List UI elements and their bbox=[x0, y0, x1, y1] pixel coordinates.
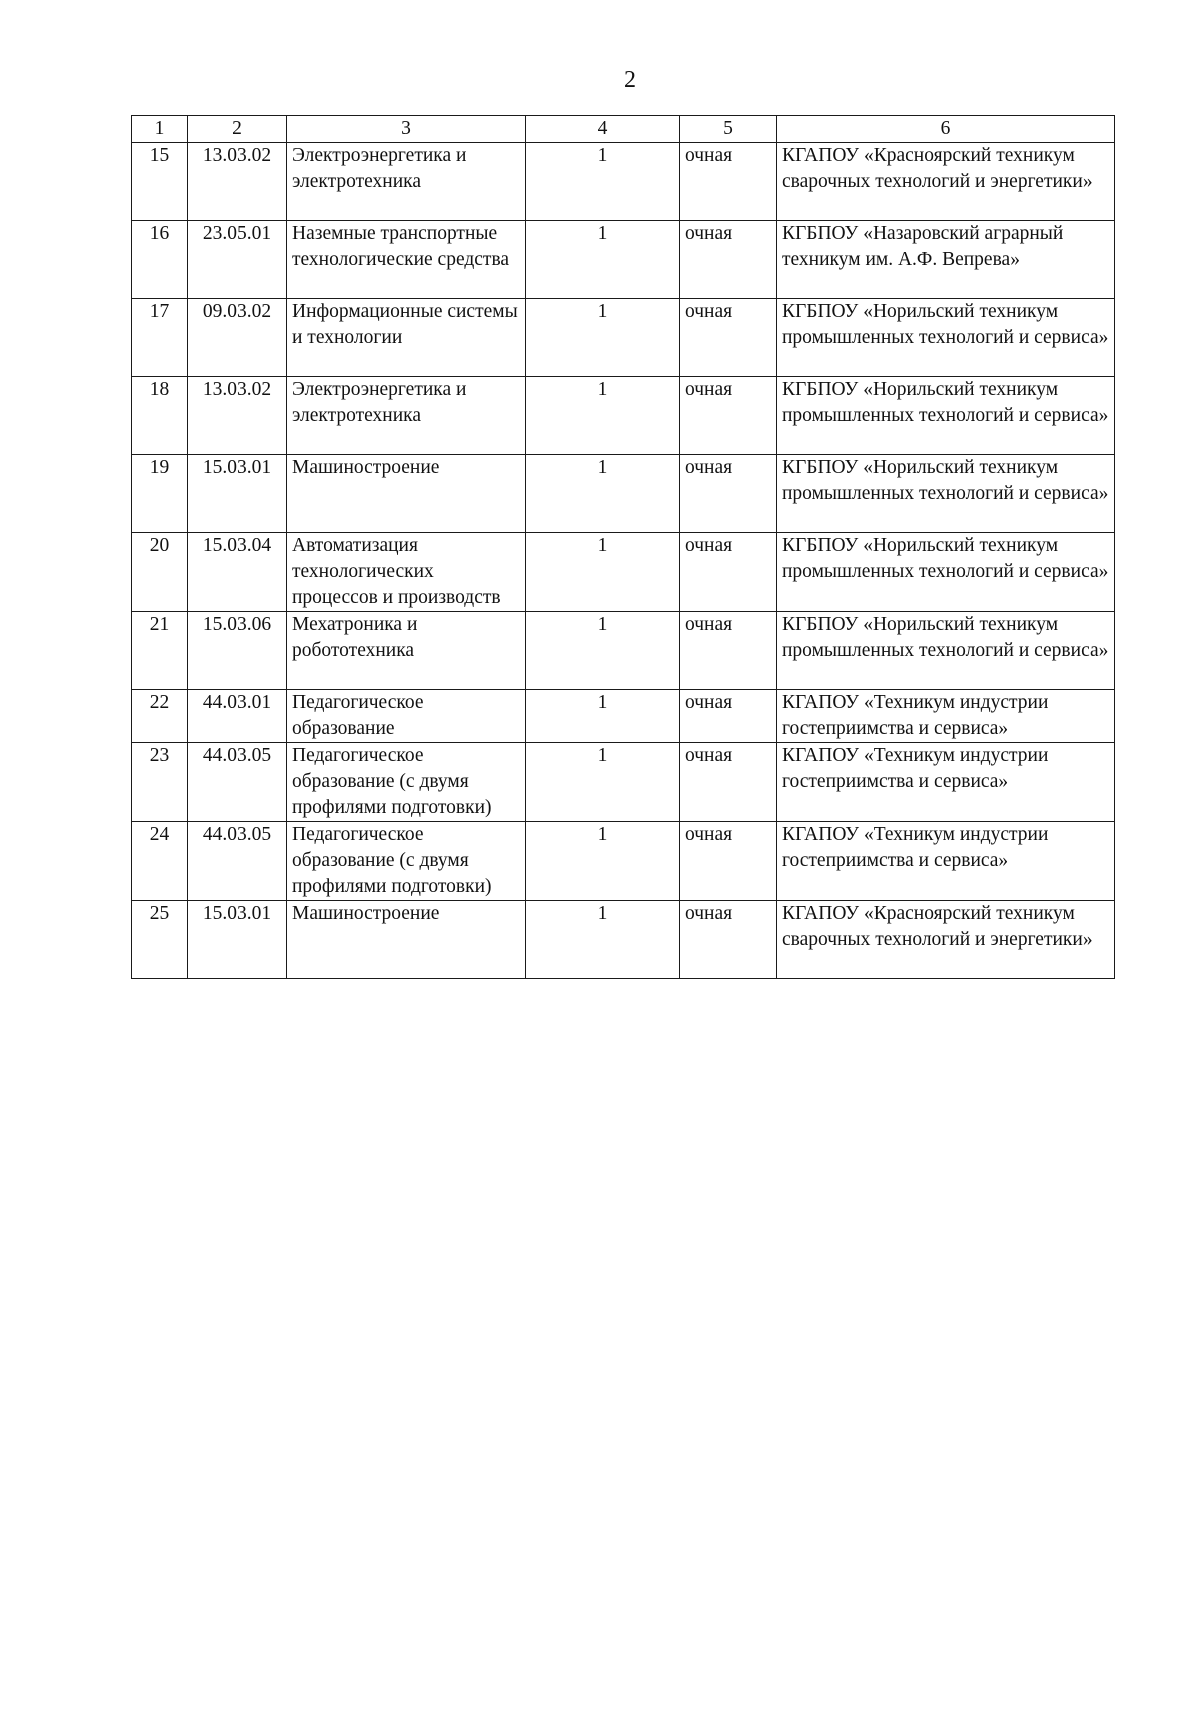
table-row bbox=[132, 299, 1115, 377]
organization: КГБПОУ «Назаровский аграрный техникум им. А.Ф. Вепрева» bbox=[777, 221, 1115, 299]
allocation-table bbox=[131, 115, 1115, 979]
table-row bbox=[132, 822, 1115, 901]
specialty-name: Педагогическое образование bbox=[287, 690, 526, 743]
specialty-code: 15.03.04 bbox=[188, 533, 287, 612]
header-col-4: 4 bbox=[526, 116, 680, 143]
study-form: очная bbox=[680, 299, 777, 377]
specialty-code: 44.03.01 bbox=[188, 690, 287, 743]
places-count: 1 bbox=[526, 455, 680, 533]
row-number: 17 bbox=[132, 299, 188, 377]
table-row bbox=[132, 901, 1115, 979]
study-form: очная bbox=[680, 743, 777, 822]
specialty-code: 15.03.01 bbox=[188, 455, 287, 533]
specialty-name: Автоматизация технологических процессов и производств bbox=[287, 533, 526, 612]
specialty-name: Мехатроника и робототехника bbox=[287, 612, 526, 690]
study-form: очная bbox=[680, 143, 777, 221]
study-form: очная bbox=[680, 533, 777, 612]
organization: КГБПОУ «Норильский техникум промышленных технологий и сервиса» bbox=[777, 455, 1115, 533]
table-row bbox=[132, 612, 1115, 690]
row-number: 19 bbox=[132, 455, 188, 533]
specialty-name: Электроэнергетика и электротехника bbox=[287, 143, 526, 221]
places-count: 1 bbox=[526, 612, 680, 690]
specialty-name: Педагогическое образование (с двумя профилями подготовки) bbox=[287, 743, 526, 822]
specialty-code: 15.03.06 bbox=[188, 612, 287, 690]
table-row bbox=[132, 743, 1115, 822]
row-number: 20 bbox=[132, 533, 188, 612]
organization: КГАПОУ «Техникум индустрии гостеприимства и сервиса» bbox=[777, 822, 1115, 901]
study-form: очная bbox=[680, 221, 777, 299]
specialty-name: Педагогическое образование (с двумя профилями подготовки) bbox=[287, 822, 526, 901]
study-form: очная bbox=[680, 455, 777, 533]
row-number: 25 bbox=[132, 901, 188, 979]
specialty-name: Наземные транспортные технологические средства bbox=[287, 221, 526, 299]
table-row bbox=[132, 690, 1115, 743]
header-col-2: 2 bbox=[188, 116, 287, 143]
header-col-3: 3 bbox=[287, 116, 526, 143]
places-count: 1 bbox=[526, 533, 680, 612]
row-number: 21 bbox=[132, 612, 188, 690]
specialty-name: Электроэнергетика и электротехника bbox=[287, 377, 526, 455]
specialty-code: 09.03.02 bbox=[188, 299, 287, 377]
organization: КГБПОУ «Норильский техникум промышленных технологий и сервиса» bbox=[777, 299, 1115, 377]
table-row bbox=[132, 533, 1115, 612]
header-col-1: 1 bbox=[132, 116, 188, 143]
header-col-6: 6 bbox=[777, 116, 1115, 143]
specialty-name: Машиностроение bbox=[287, 901, 526, 979]
row-number: 22 bbox=[132, 690, 188, 743]
study-form: очная bbox=[680, 822, 777, 901]
organization: КГАПОУ «Красноярский техникум сварочных технологий и энергетики» bbox=[777, 143, 1115, 221]
row-number: 16 bbox=[132, 221, 188, 299]
places-count: 1 bbox=[526, 377, 680, 455]
specialty-name: Машиностроение bbox=[287, 455, 526, 533]
table-row bbox=[132, 377, 1115, 455]
specialty-code: 23.05.01 bbox=[188, 221, 287, 299]
table-row bbox=[132, 455, 1115, 533]
specialty-code: 13.03.02 bbox=[188, 143, 287, 221]
organization: КГБПОУ «Норильский техникум промышленных технологий и сервиса» bbox=[777, 612, 1115, 690]
header-row bbox=[132, 116, 1115, 143]
specialty-code: 44.03.05 bbox=[188, 822, 287, 901]
study-form: очная bbox=[680, 901, 777, 979]
table-row bbox=[132, 221, 1115, 299]
places-count: 1 bbox=[526, 822, 680, 901]
organization: КГАПОУ «Техникум индустрии гостеприимства и сервиса» bbox=[777, 743, 1115, 822]
table-body bbox=[132, 143, 1115, 979]
study-form: очная bbox=[680, 377, 777, 455]
organization: КГБПОУ «Норильский техникум промышленных технологий и сервиса» bbox=[777, 533, 1115, 612]
organization: КГАПОУ «Техникум индустрии гостеприимства и сервиса» bbox=[777, 690, 1115, 743]
study-form: очная bbox=[680, 612, 777, 690]
organization: КГАПОУ «Красноярский техникум сварочных технологий и энергетики» bbox=[777, 901, 1115, 979]
specialty-name: Информационные системы и технологии bbox=[287, 299, 526, 377]
places-count: 1 bbox=[526, 221, 680, 299]
header-col-5: 5 bbox=[680, 116, 777, 143]
table-header bbox=[132, 116, 1115, 143]
study-form: очная bbox=[680, 690, 777, 743]
places-count: 1 bbox=[526, 901, 680, 979]
specialty-code: 13.03.02 bbox=[188, 377, 287, 455]
row-number: 24 bbox=[132, 822, 188, 901]
row-number: 18 bbox=[132, 377, 188, 455]
places-count: 1 bbox=[526, 299, 680, 377]
places-count: 1 bbox=[526, 143, 680, 221]
places-count: 1 bbox=[526, 690, 680, 743]
row-number: 15 bbox=[132, 143, 188, 221]
organization: КГБПОУ «Норильский техникум промышленных технологий и сервиса» bbox=[777, 377, 1115, 455]
page-number: 2 bbox=[624, 67, 636, 93]
table-row bbox=[132, 143, 1115, 221]
specialty-code: 44.03.05 bbox=[188, 743, 287, 822]
specialty-code: 15.03.01 bbox=[188, 901, 287, 979]
places-count: 1 bbox=[526, 743, 680, 822]
row-number: 23 bbox=[132, 743, 188, 822]
